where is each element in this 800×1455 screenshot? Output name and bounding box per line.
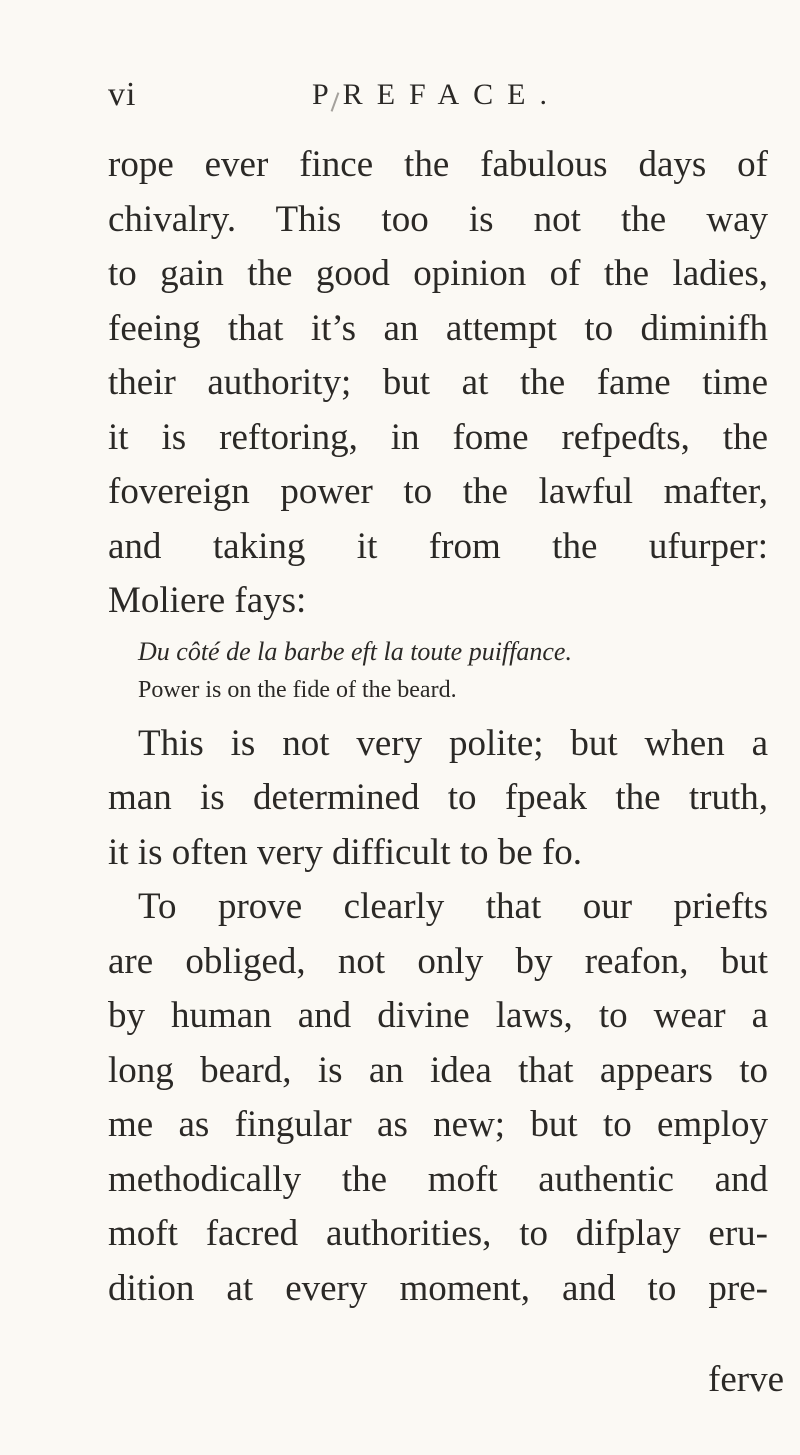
text-line: me as fingular as new; but to employ — [108, 1104, 768, 1145]
text-line: their authority; but at the fame time — [108, 362, 768, 403]
text-line: are obliged, not only by reafon, but — [108, 940, 768, 982]
text-line: fovereign power to the lawful mafter, — [108, 471, 768, 512]
running-head: PREFACE. — [312, 78, 561, 111]
text-line: This is not very polite; but when a — [138, 722, 768, 764]
text-line: To prove clearly that our priefts — [138, 886, 768, 927]
french-quote: Du côté de la barbe eft la toute puiffance. — [138, 636, 572, 666]
text-line: to gain the good opinion of the ladies, — [108, 253, 768, 294]
text-line: chivalry. This too is not the way — [108, 198, 768, 240]
body-text — [108, 138, 768, 1316]
text-line: it is often very difficult to be fo. — [108, 831, 583, 873]
text-line: dition at every moment, and to pre- — [108, 1267, 768, 1309]
text-line: by human and divine laws, to wear a — [108, 995, 768, 1036]
text-line: methodically the moft authentic and — [108, 1158, 768, 1200]
quote-translation: Power is on the fide of the beard. — [138, 676, 457, 703]
text-line: moft facred authorities, to difplay eru- — [108, 1213, 768, 1254]
text-line: feeing that it’s an attempt to diminifh — [108, 307, 768, 349]
paragraph — [108, 717, 768, 881]
text-line: man is determined to fpeak the truth, — [108, 777, 768, 818]
text-line: rope ever fince the fabulous days of — [108, 144, 768, 185]
catchword: ferve — [708, 1359, 784, 1400]
text-line: it is reftoring, in fome refpeɗts, the — [108, 416, 768, 458]
paragraph — [108, 138, 768, 629]
text-line: and taking it from the ufurper: — [108, 525, 768, 567]
text-line: Moliere fays: — [108, 580, 307, 621]
page-number: vi — [108, 76, 137, 113]
paragraph — [108, 880, 768, 1316]
block-quote — [108, 633, 768, 709]
text-line: long beard, is an idea that appears to — [108, 1049, 768, 1091]
page-header — [108, 70, 768, 120]
